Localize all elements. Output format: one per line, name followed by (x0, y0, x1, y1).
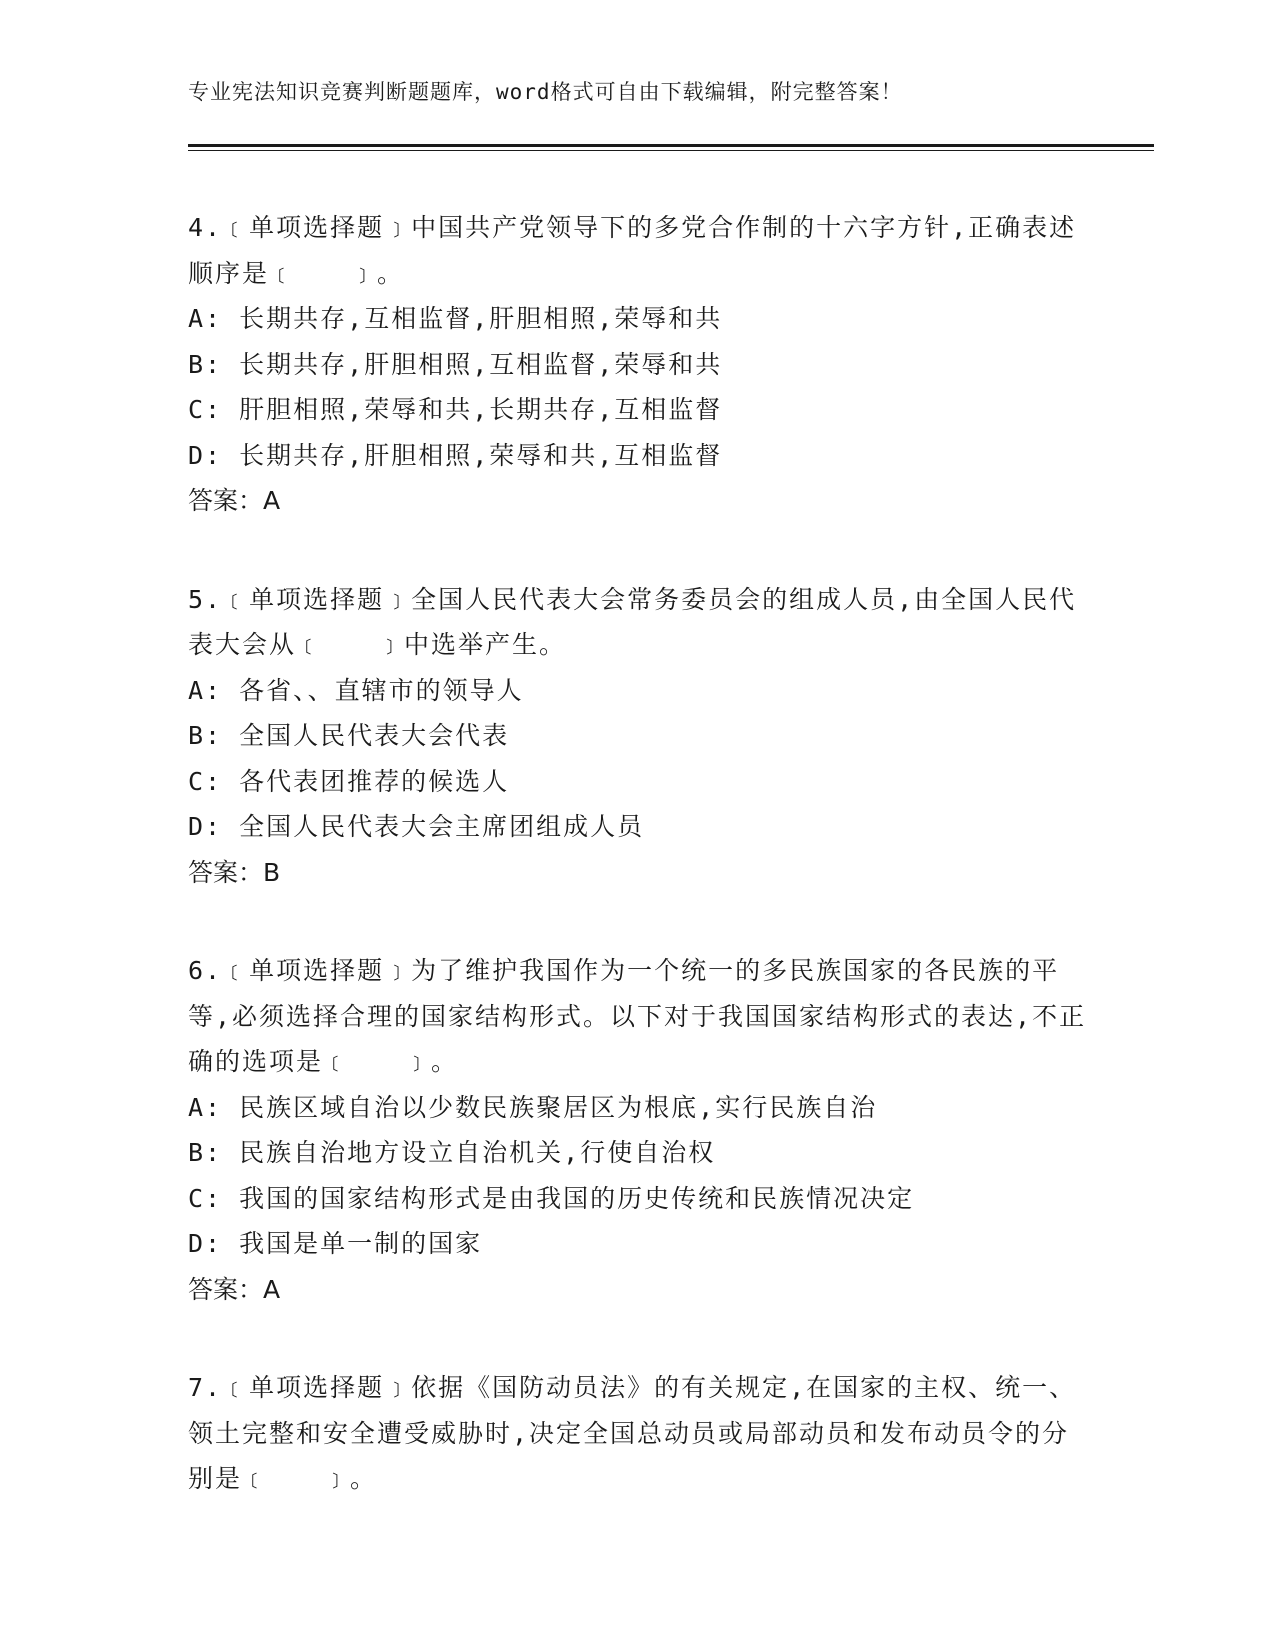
question-6 (188, 948, 1088, 1312)
option-d: D: 我国是单一制的国家 (188, 1229, 483, 1258)
header-rule-thick (188, 144, 1154, 147)
option-b: B: 长期共存,肝胆相照,互相监督,荣辱和共 (188, 349, 723, 379)
answer: 答案：A (188, 1274, 281, 1304)
option-d: D: 长期共存,肝胆相照,荣辱和共,互相监督 (188, 440, 723, 470)
option-c: C: 各代表团推荐的候选人 (188, 766, 510, 796)
option-d: D: 全国人民代表大会主席团组成人员 (188, 812, 645, 841)
option-a: A: 民族区域自治以少数民族聚居区为根底,实行民族自治 (188, 1092, 878, 1122)
option-b: B: 全国人民代表大会代表 (188, 721, 510, 750)
answer: 答案：A (188, 486, 281, 515)
header-rule-thin (188, 150, 1154, 151)
question-list (188, 205, 1088, 1555)
option-c: C: 我国的国家结构形式是由我国的历史传统和民族情况决定 (188, 1183, 915, 1213)
question-stem: 6.﹝单项选择题﹞为了维护我国作为一个统一的多民族国家的各民族的平等,必须选择合理的国家结构形式。以下对于我国国家结构形式的表达,不正确的选项是﹝ ﹞。 (188, 956, 1087, 1076)
question-5 (188, 577, 1088, 896)
question-stem: 5.﹝单项选择题﹞全国人民代表大会常务委员会的组成人员,由全国人民代表大会从﹝ ﹞中选举产生。 (188, 584, 1077, 659)
question-stem: 7.﹝单项选择题﹞依据《国防动员法》的有关规定,在国家的主权、统一、领土完整和安全遭受威胁时,决定全国总动员或局部动员和发布动员令的分别是﹝ ﹞。 (188, 1373, 1077, 1493)
option-b: B: 民族自治地方设立自治机关,行使自治权 (188, 1138, 716, 1167)
option-c: C: 肝胆相照,荣辱和共,长期共存,互相监督 (188, 395, 723, 424)
document-header: 专业宪法知识竞赛判断题题库，word格式可自由下载编辑，附完整答案！ (188, 80, 903, 104)
question-4 (188, 205, 1088, 524)
option-a: A: 长期共存,互相监督,肝胆相照,荣辱和共 (188, 304, 723, 333)
answer: 答案：B (188, 857, 281, 887)
option-a: A: 各省、、直辖市的领导人 (188, 675, 524, 705)
question-7 (188, 1365, 1088, 1502)
question-stem: 4.﹝单项选择题﹞中国共产党领导下的多党合作制的十六字方针,正确表述顺序是﹝ ﹞。 (188, 213, 1077, 288)
